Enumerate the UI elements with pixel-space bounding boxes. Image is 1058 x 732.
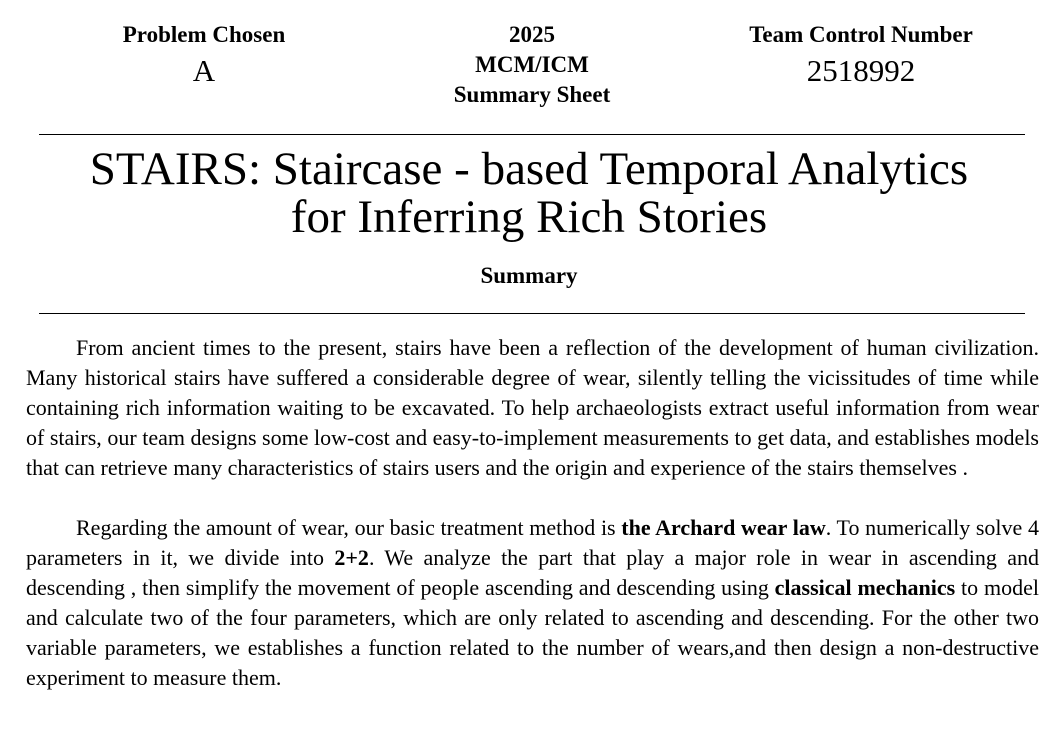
team-control-label: Team Control Number <box>749 22 973 47</box>
paragraph-1-text: From ancient times to the present, stairs have been a reflection of the development of human civilization. Many historical stairs have suffered a considerable degree of wear, silently telling the vicissitudes of time while containing rich information waiting to be excavated. To help archaeologists extract useful information from wear of stairs, our team designs some low-cost and easy-to-implement measurements to get data, and establishes models that can retrieve many characteristics of stairs users and the origin and experience of the stairs themselves . <box>26 335 1039 480</box>
team-control-block <box>720 20 1002 88</box>
two-plus-two-term: 2+2 <box>334 545 369 570</box>
archard-wear-law-term: the Archard wear law <box>621 515 826 540</box>
team-control-value: 2518992 <box>806 53 916 88</box>
problem-chosen-block <box>104 20 304 88</box>
contest-name: MCM/ICM <box>475 52 589 77</box>
summary-heading: Summary <box>480 263 578 288</box>
problem-chosen-value: A <box>192 53 216 88</box>
summary-body <box>26 333 1039 693</box>
summary-sheet-header <box>0 20 1058 120</box>
classical-mechanics-term: classical mechanics <box>774 575 956 600</box>
top-rule-divider <box>39 134 1025 135</box>
contest-year: 2025 <box>509 22 555 47</box>
paragraph-2-segment-2: . To numerically solve 4 parameters in it, we divide into <box>26 515 1039 570</box>
paragraph-2-segment-4: to model and calculate two of the four parameters, which are only related to ascending and descending. For the other two variable parameters, we establishes a function related to the number of wears,and then design a non-destructive experiment to measure them. <box>26 575 1039 690</box>
bottom-rule-divider <box>39 313 1025 314</box>
paper-title-line-1: STAIRS: Staircase - based Temporal Analytics <box>89 143 969 195</box>
paragraph-2-segment-3: . We analyze the part that play a major role in wear in ascending and descending , then simplify the movement of people ascending and descending using <box>26 545 1039 600</box>
contest-block <box>432 20 632 110</box>
summary-paragraph-1 <box>26 333 1039 483</box>
paper-title <box>0 145 1058 241</box>
paper-title-line-2: for Inferring Rich Stories <box>290 191 768 243</box>
paragraph-2-segment-1: Regarding the amount of wear, our basic treatment method is <box>76 515 622 540</box>
summary-paragraph-2 <box>26 513 1039 693</box>
problem-chosen-label: Problem Chosen <box>122 22 286 47</box>
sheet-name: Summary Sheet <box>453 82 611 107</box>
